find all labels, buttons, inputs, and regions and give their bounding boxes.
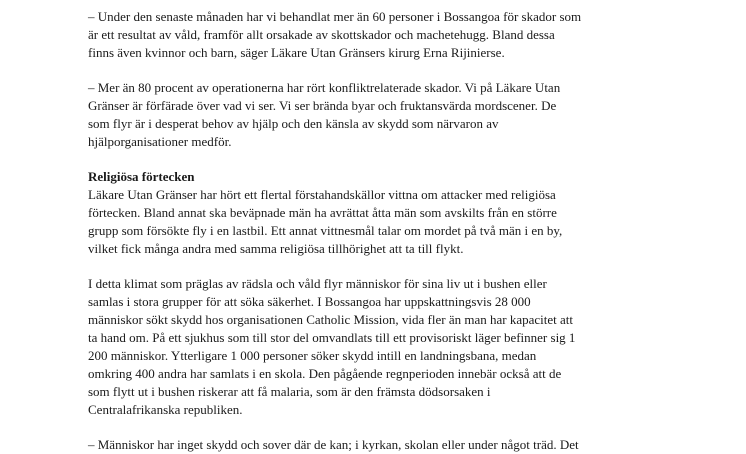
text-line: – Mer än 80 procent av operationerna har rört konfliktrelaterade skador. Vi på Läkare Utan bbox=[88, 80, 561, 95]
paragraph bbox=[88, 8, 688, 62]
text-line: omkring 400 andra har samlats i en skola. Den pågående regnperioden innebär också att de bbox=[88, 366, 562, 381]
text-line: är ett resultat av våld, framför allt orsakade av skottskador och machetehugg. Bland dessa bbox=[88, 27, 555, 42]
text-line: – Människor har inget skydd och sover där de kan; i kyrkan, skolan eller under något träd. Det bbox=[88, 437, 579, 452]
text-line: som flyr är i desperat behov av hjälp och den känsla av skydd som närvaron av bbox=[88, 116, 499, 131]
text-line: Läkare Utan Gränser har hört ett flertal förstahandskällor vittna om attacker med religiösa bbox=[88, 187, 556, 202]
text-line: samlas i stora grupper för att söka säkerhet. I Bossangoa har uppskattningsvis 28 000 bbox=[88, 294, 531, 309]
text-line: vilket fick många andra med samma religiösa tillhörighet att ta till flykt. bbox=[88, 241, 464, 256]
article-body bbox=[88, 8, 688, 454]
text-line: Centralafrikanska republiken. bbox=[88, 402, 243, 417]
section-heading: Religiösa förtecken bbox=[88, 169, 195, 184]
text-line: människor sökt skydd hos organisationen Catholic Mission, vida fler än man har kapacitet att bbox=[88, 312, 573, 327]
text-line: – Under den senaste månaden har vi behandlat mer än 60 personer i Bossangoa för skador som bbox=[88, 9, 582, 24]
paragraph-gap bbox=[88, 419, 688, 436]
paragraph bbox=[88, 168, 688, 258]
paragraph bbox=[88, 79, 688, 151]
text-line: finns även kvinnor och barn, säger Läkare Utan Gränsers kirurg Erna Rijinierse. bbox=[88, 45, 505, 60]
paragraph bbox=[88, 436, 688, 454]
text-line: hjälporganisationer medför. bbox=[88, 134, 232, 149]
paragraph-gap bbox=[88, 258, 688, 275]
text-line: ta hand om. På ett sjukhus som till stor del omvandlats till ett provisoriskt läger befinner sig 1 bbox=[88, 330, 576, 345]
paragraph bbox=[88, 275, 688, 419]
paragraph-gap bbox=[88, 151, 688, 168]
text-line: 200 människor. Ytterligare 1 000 personer söker skydd intill en landningsbana, medan bbox=[88, 348, 537, 363]
text-line: Gränser är förfärade över vad vi ser. Vi ser brända byar och fruktansvärda mordscener. De bbox=[88, 98, 557, 113]
text-line: förtecken. Bland annat ska beväpnade män ha avrättat åtta män som avskilts från en större bbox=[88, 205, 557, 220]
text-line: grupp som försökte fly i en lastbil. Ett annat vittnesmål talar om mordet på två män i en by, bbox=[88, 223, 563, 238]
text-line: som flytt ut i bushen riskerar att få malaria, som är den främsta dödsorsaken i bbox=[88, 384, 491, 399]
text-line: I detta klimat som präglas av rädsla och våld flyr människor för sina liv ut i bushen eller bbox=[88, 276, 547, 291]
paragraph-gap bbox=[88, 62, 688, 79]
